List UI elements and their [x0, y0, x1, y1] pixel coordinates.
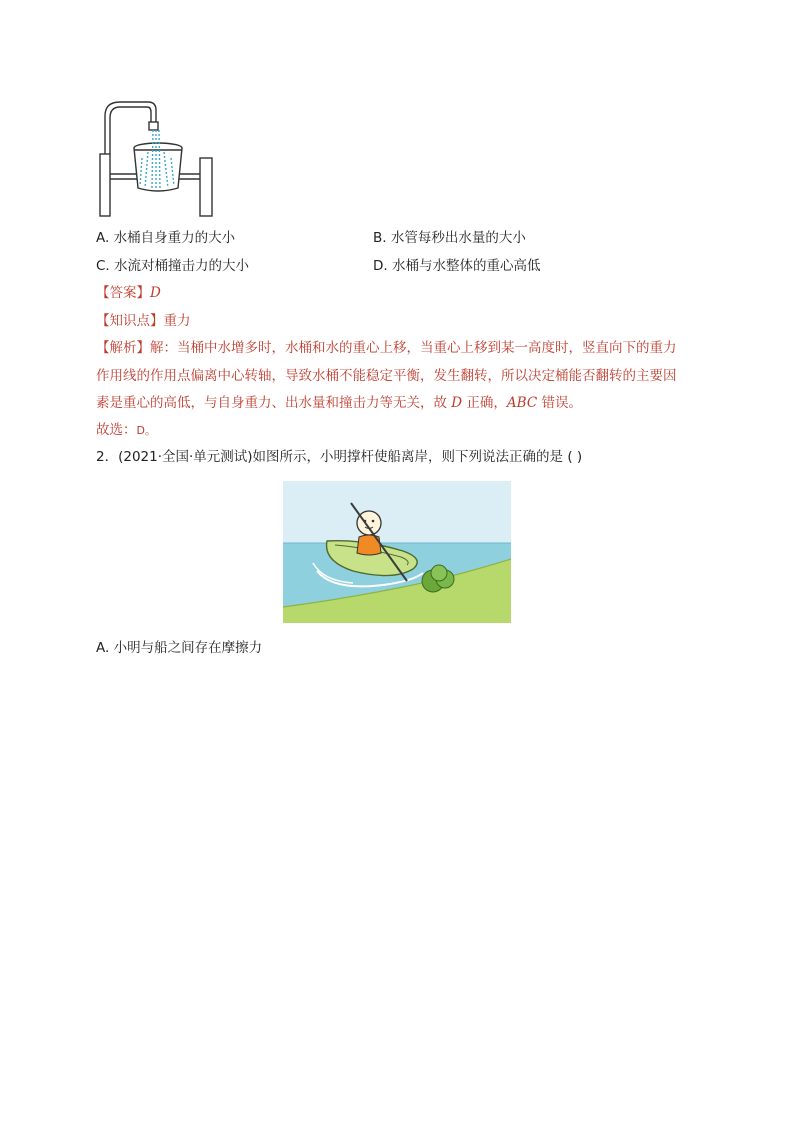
analysis-line-2: 作用线的作用点偏离中心转轴，导致水桶不能稳定平衡，发生翻转，所以决定桶能否翻转的主要因 [96, 368, 677, 384]
analysis-d: D [451, 395, 463, 411]
knowledge-line [96, 311, 191, 331]
analysis-line-3 [96, 393, 582, 413]
answer-line [96, 283, 161, 303]
choose-prefix: 故选： [96, 422, 137, 438]
bucket-figure [96, 96, 218, 218]
analysis-tag: 【解析】 [96, 340, 150, 356]
q1-option-d: D. 水桶与水整体的重心高低 [373, 258, 541, 274]
analysis-text-1: 解：当桶中水增多时，水桶和水的重心上移，当重心上移到某一高度时，竖直向下的重力 [150, 340, 677, 356]
analysis-text-3b: 正确， [462, 395, 507, 411]
choose-value: D。 [136, 424, 156, 437]
analysis-abc: ABC [506, 395, 538, 411]
answer-tag: 【答案】 [96, 285, 150, 301]
q1-option-b: B. 水管每秒出水量的大小 [373, 230, 526, 246]
answer-value: D [150, 285, 161, 301]
q2-stem: 2．(2021·全国·单元测试)如图所示，小明撑杆使船离岸，则下列说法正确的是 ( ) [96, 449, 583, 465]
knowledge-value: 重力 [163, 313, 191, 329]
q2-option-a: A. 小明与船之间存在摩擦力 [96, 640, 263, 656]
knowledge-tag: 【知识点】 [96, 313, 164, 329]
bucket-illustration [96, 96, 218, 218]
boat-figure [283, 481, 511, 623]
analysis-text-3a: 素是重心的高低，与自身重力、出水量和撞击力等无关，故 [96, 395, 452, 411]
q1-option-a: A. 水桶自身重力的大小 [96, 230, 236, 246]
q1-option-c: C. 水流对桶撞击力的大小 [96, 258, 250, 274]
choose-line [96, 420, 156, 441]
analysis-line-1 [96, 338, 677, 358]
boat-illustration [283, 481, 511, 623]
analysis-text-3c: 错误。 [537, 395, 582, 411]
